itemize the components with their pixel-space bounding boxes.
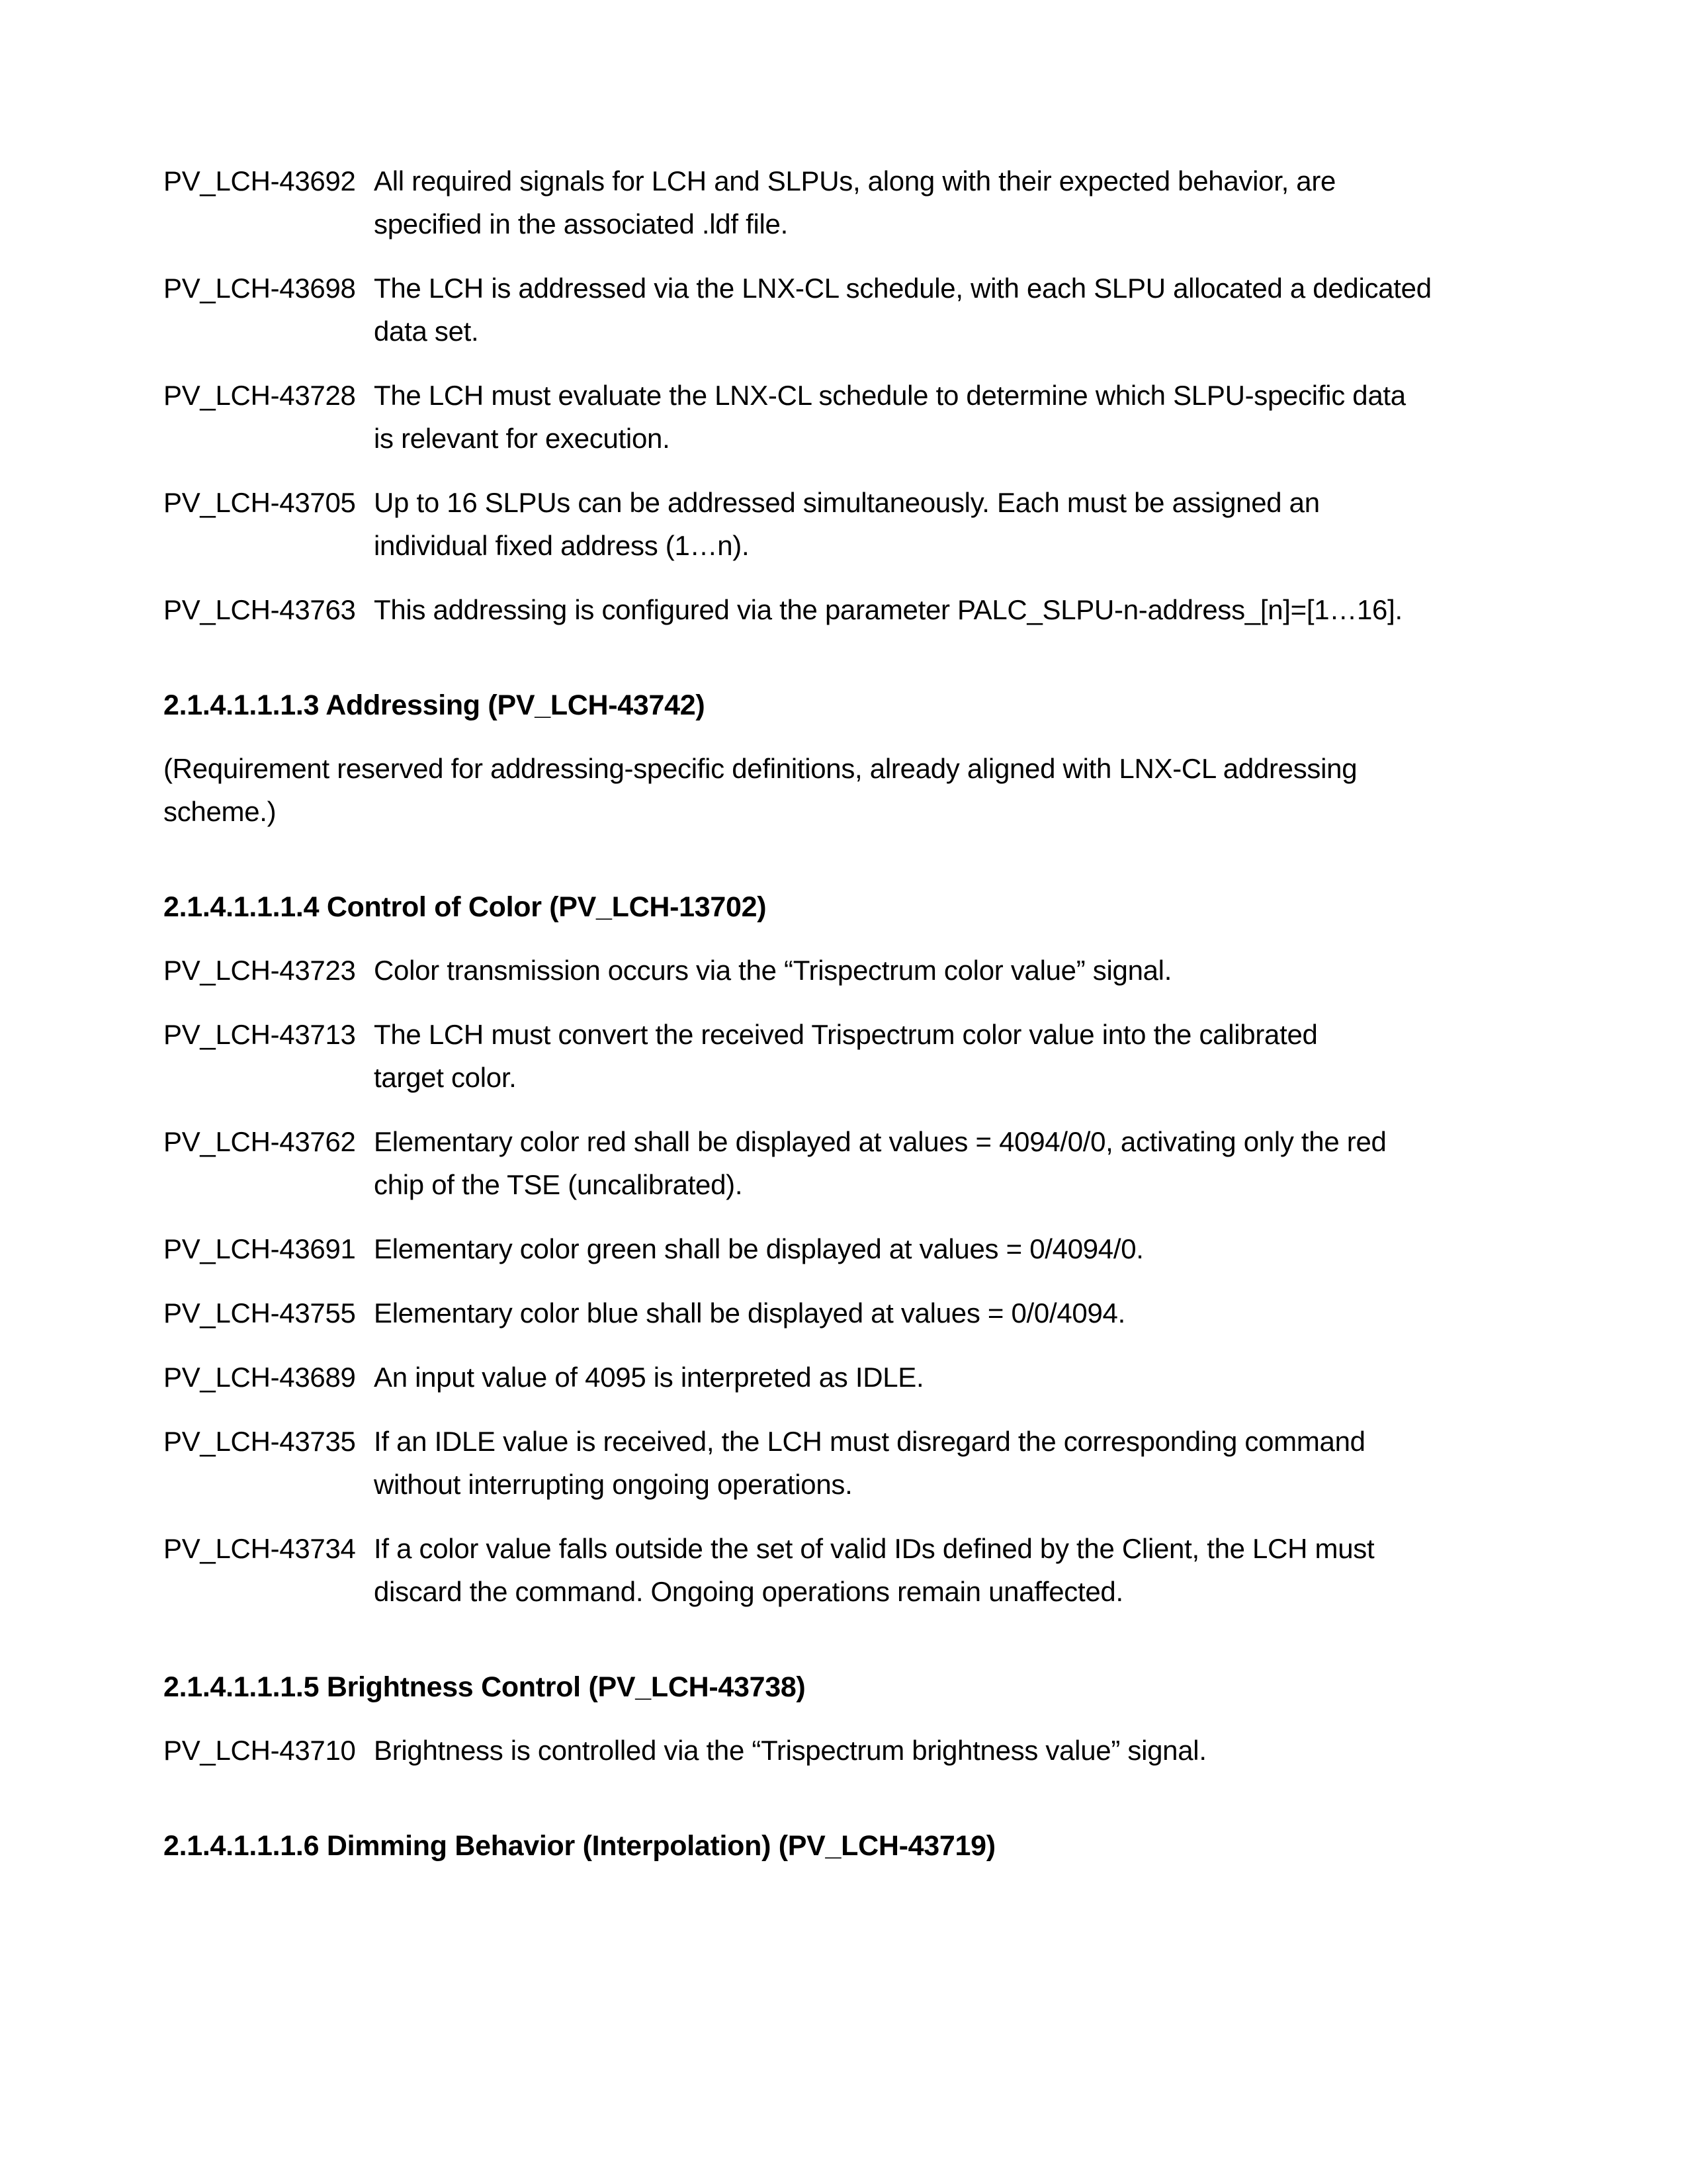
requirement-row	[163, 1729, 1568, 1772]
text-line: data set.	[374, 316, 479, 347]
section-heading-addressing: 2.1.4.1.1.1.3 Addressing (PV_LCH-43742)	[163, 689, 705, 721]
requirement-text	[374, 159, 1568, 245]
requirement-text	[374, 374, 1568, 460]
requirement-text	[374, 1120, 1568, 1206]
requirement-id: PV_LCH-43692	[163, 165, 356, 197]
text-line: scheme.)	[163, 796, 277, 827]
text-line: The LCH must convert the received Trispectrum color value into the calibrated	[374, 1019, 1318, 1050]
requirement-text	[374, 1227, 1568, 1270]
text-line: Elementary color blue shall be displayed at values = 0/0/4094.	[374, 1297, 1125, 1329]
requirement-text	[374, 949, 1568, 992]
requirement-text	[374, 267, 1568, 353]
text-line: Brightness is controlled via the “Trispectrum brightness value” signal.	[374, 1735, 1207, 1766]
requirement-row	[163, 1356, 1568, 1399]
section-heading-dimming-behavior: 2.1.4.1.1.1.6 Dimming Behavior (Interpolation) (PV_LCH-43719)	[163, 1830, 996, 1862]
requirement-row	[163, 588, 1568, 631]
text-line: (Requirement reserved for addressing-specific definitions, already aligned with LNX-CL addressing	[163, 753, 1358, 784]
text-line: discard the command. Ongoing operations remain unaffected.	[374, 1576, 1123, 1607]
text-line: target color.	[374, 1062, 517, 1093]
requirement-id: PV_LCH-43698	[163, 273, 356, 304]
text-line: Elementary color red shall be displayed at values = 4094/0/0, activating only the red	[374, 1126, 1387, 1157]
text-line: specified in the associated .ldf file.	[374, 208, 788, 240]
requirement-text	[374, 588, 1568, 631]
text-line: individual fixed address (1…n).	[374, 530, 750, 561]
requirement-text	[374, 1420, 1568, 1506]
requirement-text	[374, 481, 1568, 567]
text-line: The LCH is addressed via the LNX-CL schedule, with each SLPU allocated a dedicated	[374, 273, 1432, 304]
requirement-row	[163, 1227, 1568, 1270]
text-line: Up to 16 SLPUs can be addressed simultaneously. Each must be assigned an	[374, 487, 1320, 518]
text-line: An input value of 4095 is interpreted as IDLE.	[374, 1362, 924, 1393]
requirement-id: PV_LCH-43728	[163, 380, 356, 411]
requirement-id: PV_LCH-43735	[163, 1426, 356, 1457]
text-line: without interrupting ongoing operations.	[374, 1469, 853, 1500]
requirement-row	[163, 1120, 1568, 1206]
requirement-id: PV_LCH-43705	[163, 487, 356, 518]
section-heading-control-of-color: 2.1.4.1.1.1.4 Control of Color (PV_LCH-13702)	[163, 891, 767, 923]
requirement-row	[163, 159, 1568, 245]
requirement-id: PV_LCH-43723	[163, 955, 356, 986]
text-line: Elementary color green shall be displayed at values = 0/4094/0.	[374, 1233, 1144, 1264]
text-line: Color transmission occurs via the “Trispectrum color value” signal.	[374, 955, 1172, 986]
requirement-row	[163, 1013, 1568, 1099]
requirement-row	[163, 267, 1568, 353]
requirement-row	[163, 1527, 1568, 1613]
text-line: chip of the TSE (uncalibrated).	[374, 1169, 743, 1200]
requirement-row	[163, 481, 1568, 567]
requirement-text	[374, 1356, 1568, 1399]
text-line: All required signals for LCH and SLPUs, along with their expected behavior, are	[374, 165, 1336, 197]
note-paragraph	[163, 747, 1568, 833]
requirement-row	[163, 1420, 1568, 1506]
text-line: If a color value falls outside the set of valid IDs defined by the Client, the LCH must	[374, 1533, 1375, 1564]
requirement-text	[374, 1527, 1568, 1613]
requirement-row	[163, 1291, 1568, 1334]
requirement-row	[163, 374, 1568, 460]
requirement-id: PV_LCH-43710	[163, 1735, 356, 1766]
text-line: This addressing is configured via the parameter PALC_SLPU-n-address_[n]=[1…16].	[374, 594, 1403, 625]
requirement-text	[374, 1013, 1568, 1099]
requirement-text	[374, 1291, 1568, 1334]
requirement-id: PV_LCH-43734	[163, 1533, 356, 1564]
text-line: The LCH must evaluate the LNX-CL schedule to determine which SLPU-specific data	[374, 380, 1406, 411]
text-line: is relevant for execution.	[374, 423, 670, 454]
requirement-id: PV_LCH-43763	[163, 594, 356, 625]
requirement-id: PV_LCH-43755	[163, 1297, 356, 1329]
requirement-id: PV_LCH-43689	[163, 1362, 356, 1393]
requirement-text	[374, 1729, 1568, 1772]
requirement-row	[163, 949, 1568, 992]
requirement-id: PV_LCH-43691	[163, 1233, 356, 1264]
requirement-id: PV_LCH-43713	[163, 1019, 356, 1050]
text-line: If an IDLE value is received, the LCH must disregard the corresponding command	[374, 1426, 1365, 1457]
requirement-id: PV_LCH-43762	[163, 1126, 356, 1157]
section-heading-brightness-control: 2.1.4.1.1.1.5 Brightness Control (PV_LCH-43738)	[163, 1671, 806, 1703]
